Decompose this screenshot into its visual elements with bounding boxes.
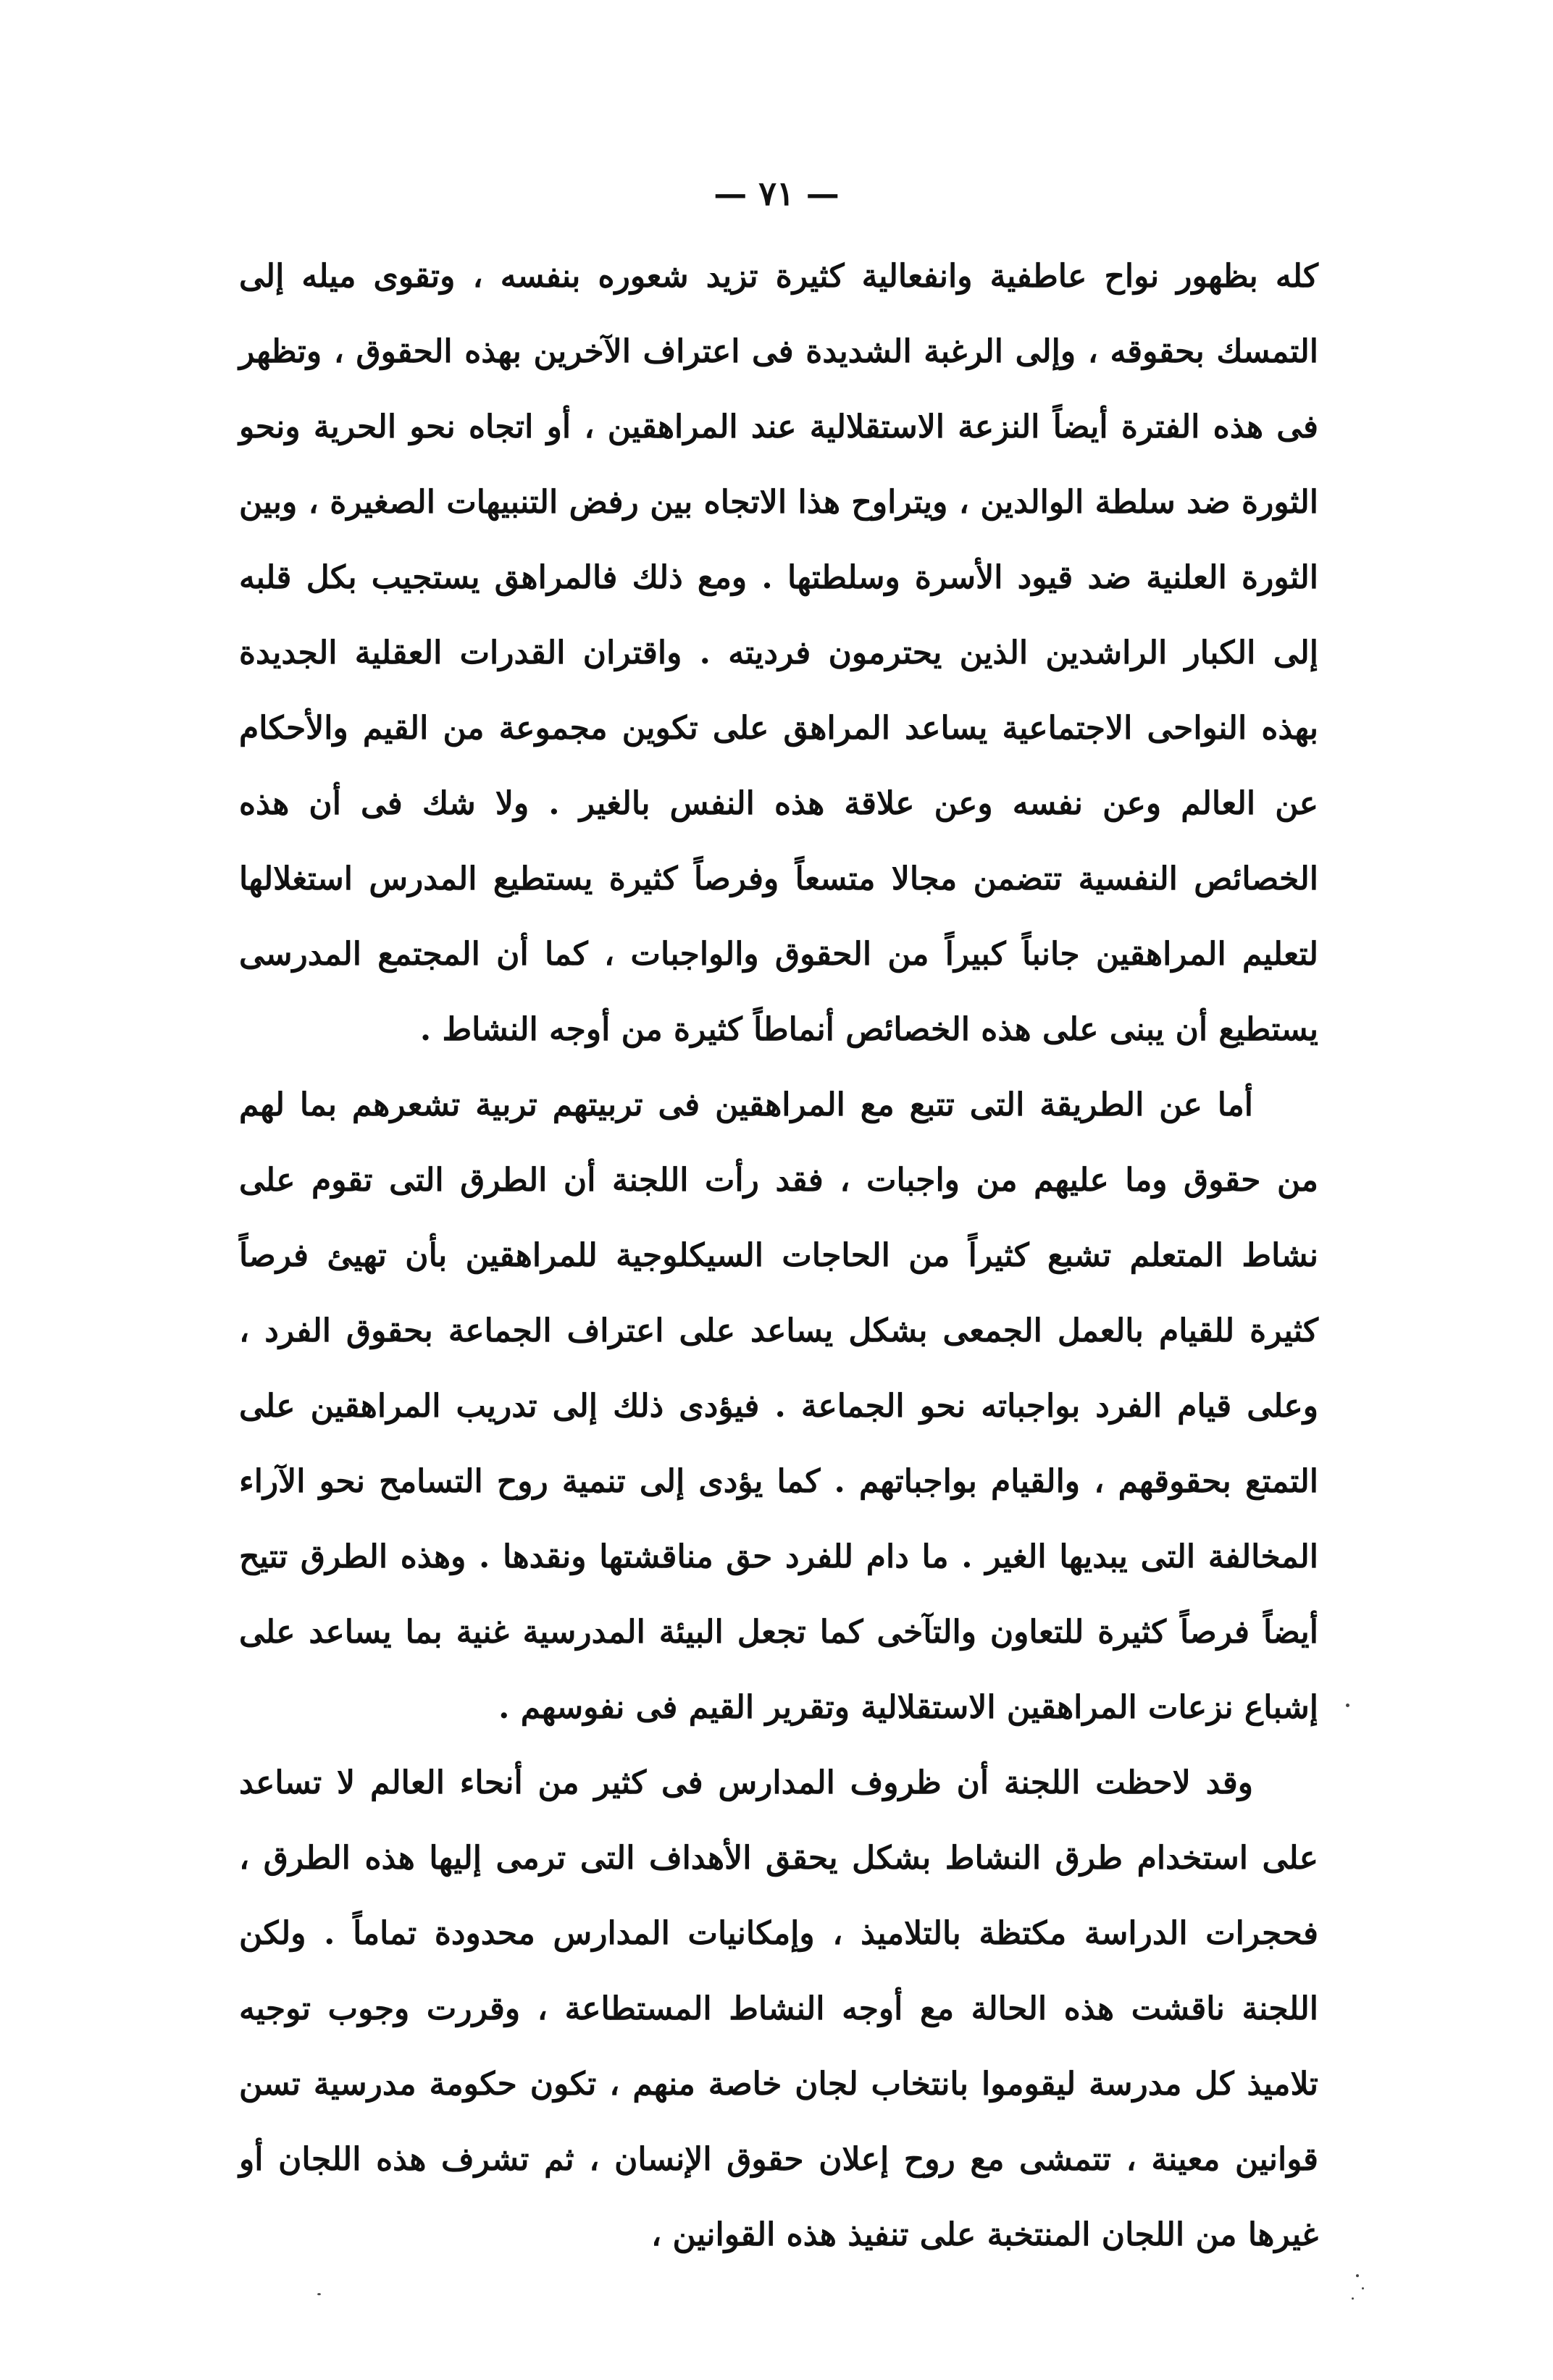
paragraph: كله بظهور نواح عاطفية وانفعالية كثيرة تزيد شعوره بنفسه ، وتقوى ميله إلى التمسك بحقوقه ، وإلى الرغبة الشديدة فى اعتراف الآخرين بهذه الحقوق ، وتظهر فى هذه الفترة أيضاً النزعة الاستقلالية عند المراهقين ، أو اتجاه نحو الحرية ونحو الثورة ضد سلطة الوالدين ، ويتراوح هذا الاتجاه بين رفض التنبيهات الصغيرة ، وبين الثورة العلنية ضد قيود الأسرة وسلطتها . ومع ذلك فالمراهق يستجيب بكل قلبه إلى الكبار الراشدين الذين يحترمون فرديته . واقتران القدرات العقلية الجديدة بهذه النواحى الاجتماعية يساعد المراهق على تكوين مجموعة من القيم والأحكام عن العالم وعن نفسه وعن علاقة هذه النفس بالغير . ولا شك فى أن هذه الخصائص النفسية تتضمن مجالا متسعاً وفرصاً كثيرة يستطيع المدرس استغلالها لتعليم المراهقين جانباً كبيراً من الحقوق والواجبات ، كما أن المجتمع المدرسى يستطيع أن يبنى على هذه الخصائص أنماطاً كثيرة من أوجه النشاط .	[239, 258, 1318, 1048]
paragraph: أما عن الطريقة التى تتبع مع المراهقين فى تربيتهم تربية تشعرهم بما لهم من حقوق وما عليهم من واجبات ، فقد رأت اللجنة أن الطرق التى تقوم على نشاط المتعلم تشبع كثيراً من الحاجات السيكلوجية للمراهقين بأن تهيئ فرصاً كثيرة للقيام بالعمل الجمعى بشكل يساعد على اعتراف الجماعة بحقوق الفرد ، وعلى قيام الفرد بواجباته نحو الجماعة . فيؤدى ذلك إلى تدريب المراهقين على التمتع بحقوقهم ، والقيام بواجباتهم . كما يؤدى إلى تنمية روح التسامح نحو الآراء المخالفة التى يبديها الغير . ما دام للفرد حق مناقشتها ونقدها . وهذه الطرق تتيح أيضاً فرصاً كثيرة للتعاون والتآخى كما تجعل البيئة المدرسية غنية بما يساعد على إشباع نزعات المراهقين الاستقلالية وتقرير القيم فى نفوسهم .	[239, 1086, 1319, 1726]
body-text	[239, 239, 1318, 2273]
scan-speck	[317, 2293, 321, 2295]
scan-speck	[1356, 2274, 1359, 2277]
paragraph: وقد لاحظت اللجنة أن ظروف المدارس فى كثير من أنحاء العالم لا تساعد على استخدام طرق النشاط بشكل يحقق الأهداف التى ترمى إليها هذه الطرق ، فحجرات الدراسة مكتظة بالتلاميذ ، وإمكانيات المدارس محدودة تماماً . ولكن اللجنة ناقشت هذه الحالة مع أوجه النشاط المستطاعة ، وقررت وجوب توجيه تلاميذ كل مدرسة ليقوموا بانتخاب لجان خاصة منهم ، تكون حكومة مدرسية تسن قوانين معينة ، تتمشى مع روح إعلان حقوق الإنسان ، ثم تشرف هذه اللجان أو غيرها من اللجان المنتخبة على تنفيذ هذه القوانين ،	[239, 1764, 1318, 2253]
scan-speck	[1362, 2287, 1364, 2289]
scan-speck	[1352, 2297, 1354, 2300]
page-number: — ٧١ —	[713, 174, 840, 213]
scan-speck	[1346, 1704, 1349, 1707]
